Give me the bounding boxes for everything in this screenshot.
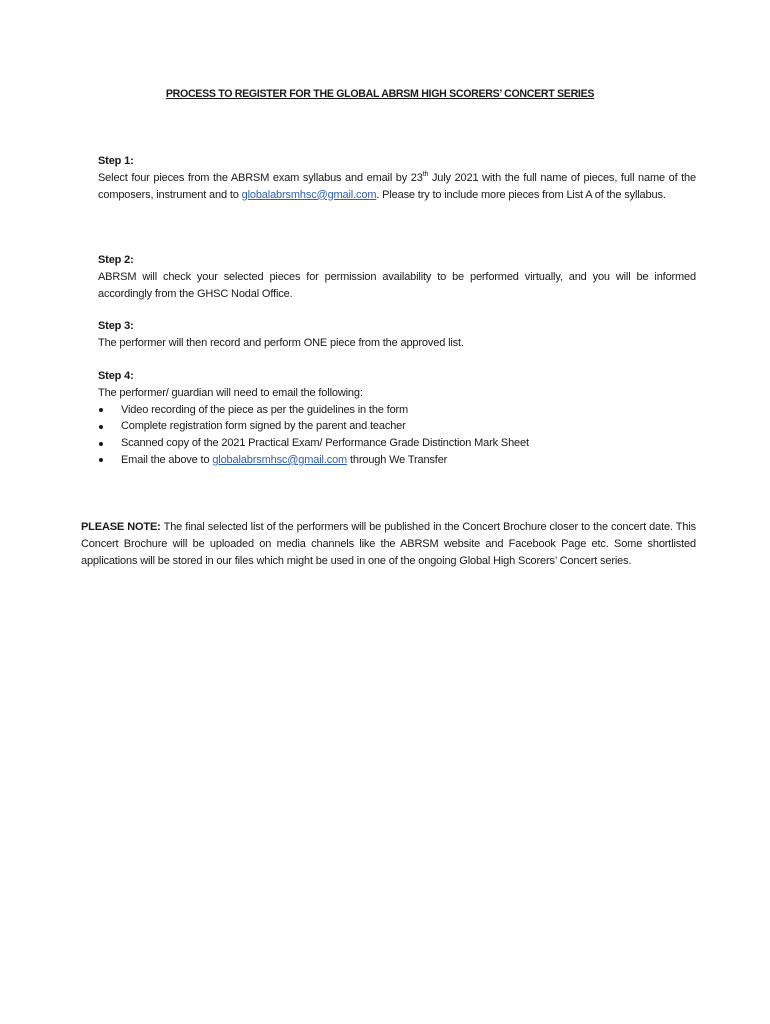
please-note-label: PLEASE NOTE: — [81, 521, 161, 533]
step-2-text: ABRSM will check your selected pieces for permission availability to be performed virtually, and you will be informed accordingly from the GHSC Nodal Office. — [98, 270, 696, 300]
bullet-icon — [99, 408, 103, 412]
step-2-section — [98, 252, 696, 302]
step-3-section — [98, 318, 696, 352]
bullet-icon — [99, 458, 103, 462]
list-item — [98, 402, 696, 419]
list-item — [98, 418, 696, 435]
step-1-section — [98, 153, 696, 203]
step-3-heading: Step 3: — [98, 320, 134, 332]
bullet-text-prefix: Email the above to — [121, 453, 213, 466]
list-item — [98, 435, 696, 452]
step-1-text-b: July 2021 with the full name of pieces, full name of the composers, instrument and to — [98, 171, 696, 201]
step-1-email-link[interactable]: globalabrsmhsc@gmail.com — [241, 188, 377, 201]
please-note-paragraph — [81, 519, 696, 569]
step-4-heading: Step 4: — [98, 370, 134, 382]
step-1-text — [98, 170, 696, 204]
step-2-heading: Step 2: — [98, 254, 134, 266]
bullet-text: Scanned copy of the 2021 Practical Exam/ Performance Grade Distinction Mark Sheet — [121, 437, 529, 450]
bullet-text: Complete registration form signed by the parent and teacher — [121, 420, 406, 433]
list-item — [98, 452, 696, 469]
bullet-text: Video recording of the piece as per the guidelines in the form — [121, 403, 409, 416]
step-1-text-a: Select four pieces from the ABRSM exam syllabus and email by 23 — [98, 171, 423, 184]
step-1-superscript: th — [422, 170, 429, 178]
page-title: PROCESS TO REGISTER FOR THE GLOBAL ABRSM HIGH SCORERS’ CONCERT SERIES — [165, 88, 595, 100]
step-4-email-link[interactable]: globalabrsmhsc@gmail.com — [212, 453, 348, 466]
please-note-text: The final selected list of the performers will be published in the Concert Brochure closer to the concert date. This Concert Brochure will be uploaded on media channels like the ABRSM website and Facebook Page etc. Some shortlisted applications will be stored in our files which might be used in one of the ongoing Global High Scorers’ Concert series. — [81, 521, 696, 567]
bullet-icon — [99, 442, 103, 446]
step-4-bullet-list — [98, 402, 696, 469]
step-1-text-c: . Please try to include more pieces from List A of the syllabus. — [376, 188, 666, 201]
step-3-text: The performer will then record and perform ONE piece from the approved list. — [98, 336, 464, 349]
step-4-intro: The performer/ guardian will need to email the following: — [98, 386, 363, 399]
bullet-text-suffix: through We Transfer — [347, 453, 448, 466]
step-1-heading: Step 1: — [98, 155, 134, 167]
step-4-section — [98, 368, 696, 469]
bullet-icon — [99, 425, 103, 429]
